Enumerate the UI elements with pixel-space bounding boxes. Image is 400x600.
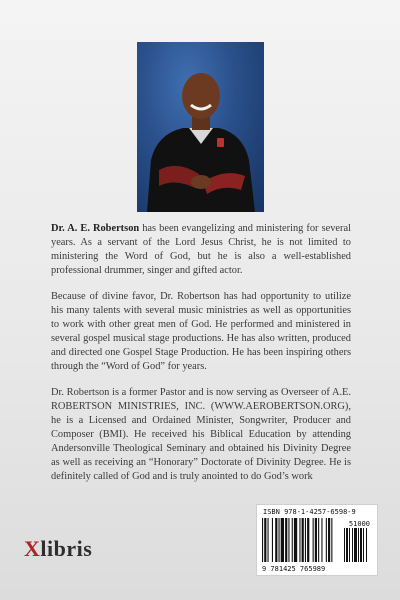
author-portrait-image xyxy=(137,42,264,212)
barcode-addon-bar xyxy=(352,528,353,562)
bio-paragraph-2: Because of divine favor, Dr. Robertson has had opportunity to utilize his many talents with several music ministries as well as opportunities to work with other great men of God. He performed and ministered in several gospel musical stage productions. He has also written, produced and directed one Gospel Stage Production. He has been inspiring others through the “Word of God” for years. xyxy=(51,291,351,372)
barcode-bar xyxy=(299,518,300,562)
barcode-bars xyxy=(262,518,372,562)
barcode-bar xyxy=(318,518,319,562)
barcode-bar xyxy=(305,518,306,562)
barcode-bar xyxy=(328,518,330,562)
barcode-bar xyxy=(302,518,304,562)
barcode-bar xyxy=(326,518,327,562)
barcode-bar xyxy=(275,518,277,562)
barcode-bar xyxy=(331,518,332,562)
barcode-addon-bar xyxy=(349,528,350,562)
barcode-bar xyxy=(288,518,289,562)
bio-paragraph-1 xyxy=(51,222,351,278)
barcode-bar xyxy=(313,518,314,562)
barcode-bar xyxy=(264,518,266,562)
price-code: 51000 xyxy=(348,520,370,528)
barcode-addon-bar xyxy=(360,528,362,562)
barcode-bar xyxy=(268,518,269,562)
barcode-bar xyxy=(315,518,317,562)
barcode-addon-bar xyxy=(358,528,359,562)
isbn-barcode xyxy=(256,504,378,576)
barcode-bar xyxy=(272,518,273,562)
barcode-bar xyxy=(281,518,284,562)
barcode-graphic xyxy=(262,518,372,562)
barcode-addon-bar xyxy=(354,528,357,562)
barcode-bar xyxy=(285,518,287,562)
bio-paragraph-1-text: has been evangelizing and ministering for several years. As a servant of the Lord Jesus Christ, he is not limited to ministering the Word of God, but he is also a well-established professional drummer, singer and gifted actor. xyxy=(51,223,351,276)
bio-paragraph-3: Dr. Robertson is a former Pastor and is now serving as Overseer of A.E. ROBERTSON MINISTRIES, INC. (WWW.AEROBERTSON.ORG), he is a Licensed and Ordained Minister, Songwriter, Producer and Composer (BMI). He received his Biblical Education by attending Andersonville Theological Seminary and obtained his Divinity Degree as well as receiving an “Honorary” Doctorate of Divinity Degree. He is definitely called of God and is truly anointed to do God’s work xyxy=(51,387,351,482)
barcode-addon-bar xyxy=(346,528,348,562)
barcode-bar xyxy=(321,518,322,562)
author-name: Dr. A. E. Robertson xyxy=(51,223,140,234)
barcode-addon-bar xyxy=(363,528,364,562)
barcode-bar xyxy=(292,518,293,562)
barcode-addon-bar xyxy=(344,528,345,562)
barcode-bar xyxy=(262,518,263,562)
barcode-addon-bar xyxy=(366,528,367,562)
barcode-bar xyxy=(307,518,309,562)
isbn-number: ISBN 978-1-4257-6598-9 xyxy=(263,508,356,516)
author-bio xyxy=(51,222,351,496)
author-photo xyxy=(137,42,264,212)
publisher-logo xyxy=(24,536,92,562)
barcode-bar xyxy=(279,518,280,562)
publisher-logo-rest: libris xyxy=(40,536,93,561)
publisher-logo-x: X xyxy=(24,536,41,561)
ean-number: 9 781425 765989 xyxy=(262,565,326,573)
barcode-bar xyxy=(294,518,297,562)
